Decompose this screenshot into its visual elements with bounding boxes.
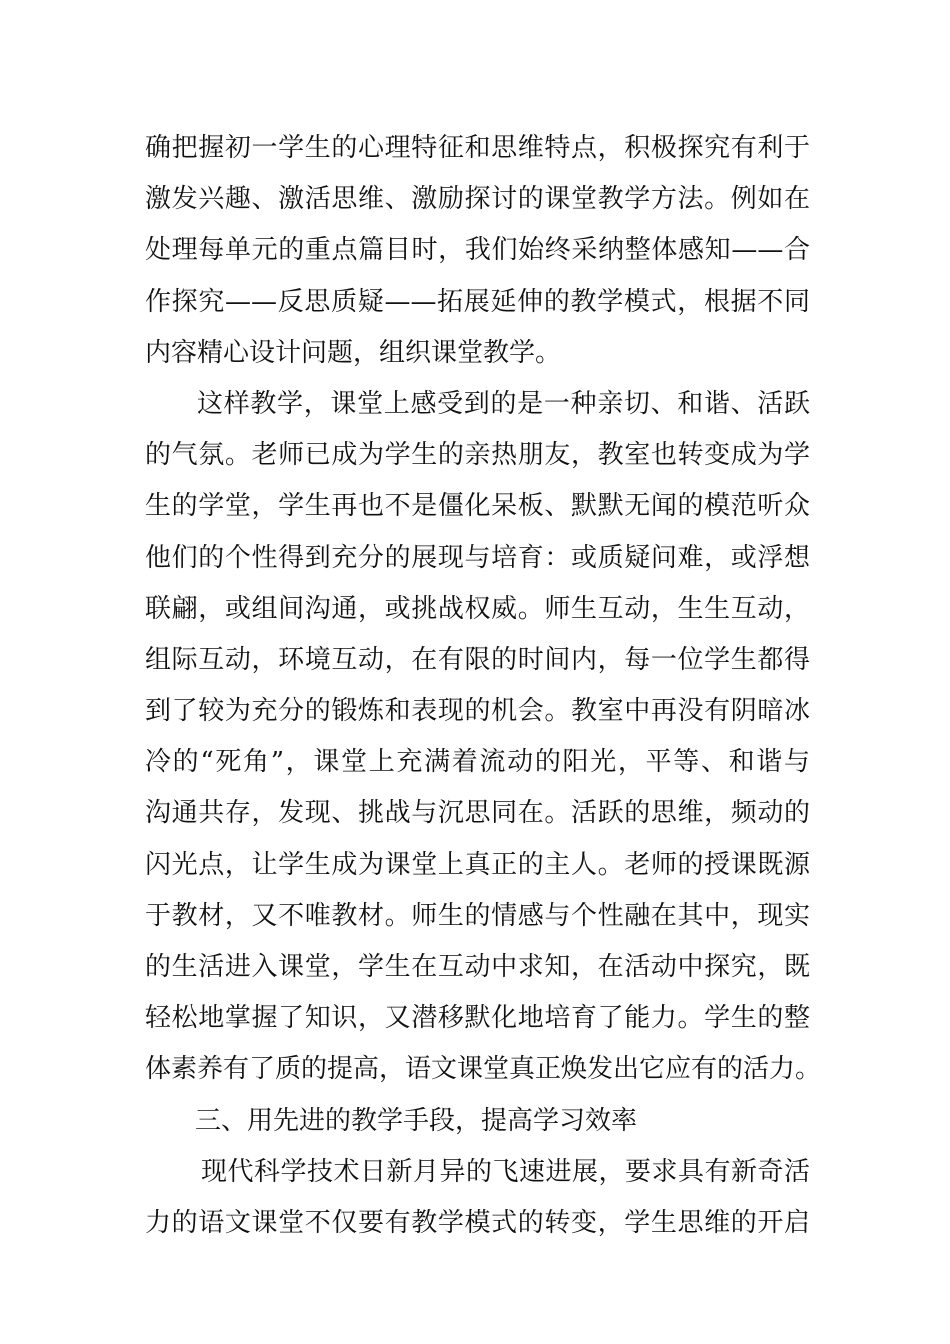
paragraph-line: 于教材，又不唯教材。师生的情感与个性融在其中，现实: [145, 900, 810, 931]
paragraph-line: 内容精心设计问题，组织课堂教学。: [145, 337, 562, 368]
paragraph-line: 现代科学技术日新月异的飞速进展，要求具有新奇活: [201, 1156, 810, 1187]
paragraph-line: 的气氛。老师已成为学生的亲热朋友，教室也转变成为学: [145, 440, 810, 471]
paragraph-line: 体素养有了质的提高，语文课堂真正焕发出它应有的活力。: [145, 1054, 822, 1085]
paragraph-line: 沟通共存，发现、挑战与沉思同在。活跃的思维，频动的: [145, 798, 810, 829]
paragraph-line: 闪光点，让学生成为课堂上真正的主人。老师的授课既源: [145, 849, 810, 880]
paragraph-line: 联翩，或组间沟通，或挑战权威。师生互动，生生互动，: [145, 593, 810, 624]
body-text: [145, 123, 822, 1249]
paragraph-line: 冷的“死角”，课堂上充满着流动的阳光，平等、和谐与: [145, 747, 810, 778]
section-heading: 三、用先进的教学手段，提高学习效率: [195, 1105, 638, 1136]
paragraph-line: 作探究——反思质疑——拓展延伸的教学模式，根据不同: [145, 286, 810, 317]
paragraph-line: 的生活进入课堂，学生在互动中求知，在活动中探究，既: [145, 952, 810, 982]
paragraph-line: 组际互动，环境互动，在有限的时间内，每一位学生都得: [145, 644, 810, 675]
paragraph-line: 生的学堂，学生再也不是僵化呆板、默默无闻的模范听众: [145, 491, 810, 522]
paragraph-line: 处理每单元的重点篇目时，我们始终采纳整体感知——合: [145, 235, 810, 266]
paragraph-line: 他们的个性得到充分的展现与培育：或质疑问难，或浮想: [145, 542, 810, 573]
paragraph-line: 力的语文课堂不仅要有教学模式的转变，学生思维的开启: [145, 1207, 810, 1238]
paragraph-line: 轻松地掌握了知识，又潜移默化地培育了能力。学生的整: [145, 1003, 810, 1034]
paragraph-line: 到了较为充分的锻炼和表现的机会。教室中再没有阴暗冰: [145, 696, 810, 727]
paragraph-line: 这样教学，课堂上感受到的是一种亲切、和谐、活跃: [197, 388, 810, 419]
paragraph-line: 确把握初一学生的心理特征和思维特点，积极探究有利于: [145, 133, 810, 163]
paragraph-line: 激发兴趣、激活思维、激励探讨的课堂教学方法。例如在: [145, 184, 810, 215]
